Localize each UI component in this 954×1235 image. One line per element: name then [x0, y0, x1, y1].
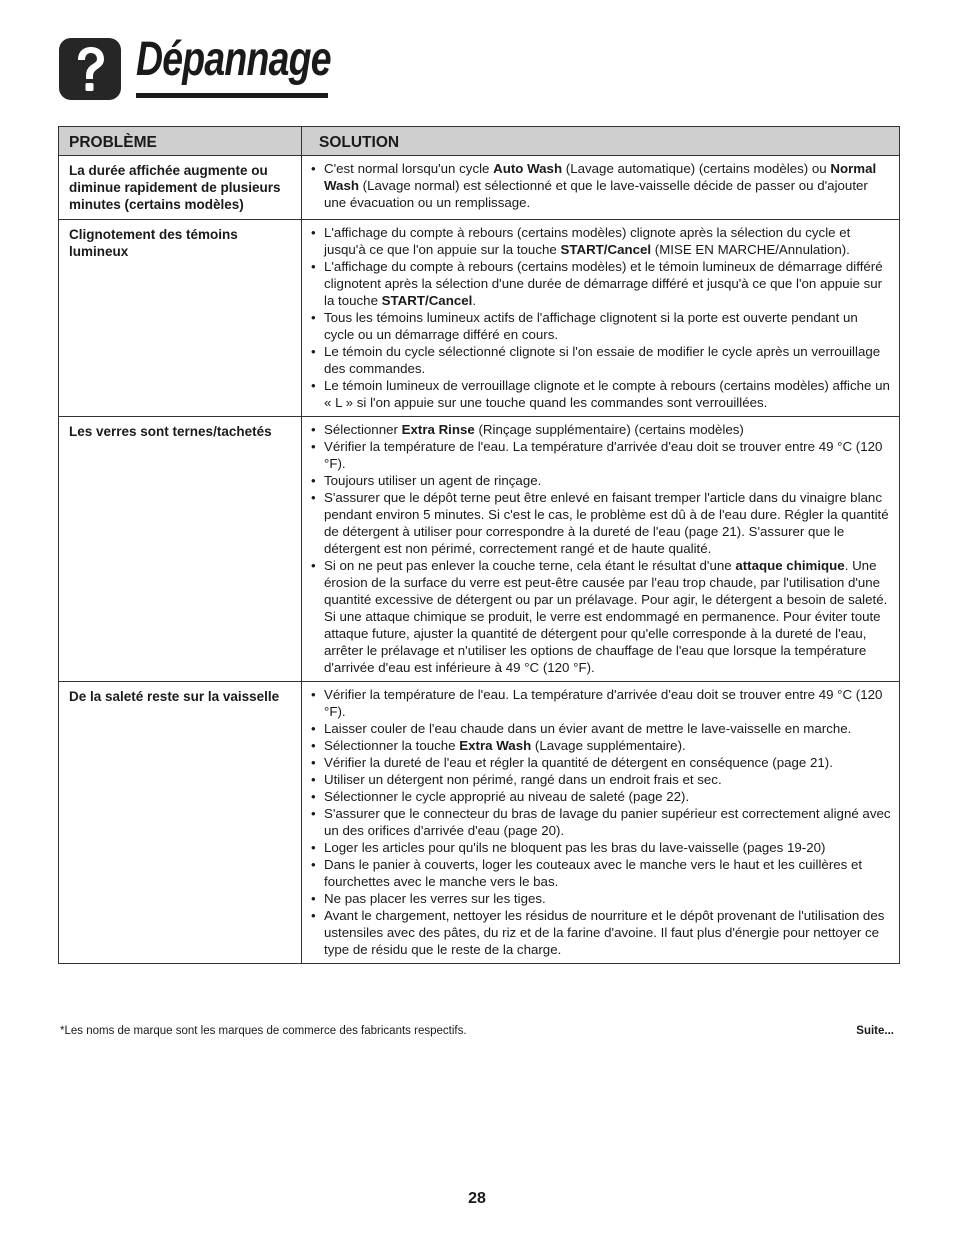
solution-text: Toujours utiliser un agent de rinçage.	[324, 473, 542, 488]
solution-item	[308, 907, 891, 958]
table-row	[59, 156, 900, 220]
solution-text: Vérifier la dureté de l'eau et régler la quantité de détergent en conséquence (page 21).	[324, 755, 833, 770]
solution-item	[308, 343, 891, 377]
solution-text: Avant le chargement, nettoyer les résidus de nourriture et le dépôt provenant de l'utilisation des ustensiles avec des pâtes, du riz et de la farine d'avoine. Il faut plus d'énergie pour nettoyer ce type de résidu que le reste de la charge.	[324, 908, 885, 957]
solution-text: L'affichage du compte à rebours (certains modèles) et le témoin lumineux de démarrage différé clignotent après la sélection d'une durée de démarrage différé et jusqu'à ce que l'on appuie sur la touche	[324, 259, 883, 308]
page-title: Dépannage	[136, 33, 331, 86]
solution-item	[308, 489, 891, 557]
solution-text: Vérifier la température de l'eau. La température d'arrivée d'eau doit se trouver entre 49 °C (120 °F).	[324, 687, 883, 719]
solution-text: (Lavage normal) est sélectionné et que le lave-vaisselle décide de passer ou d'ajouter une évacuation ou un remplissage.	[324, 178, 868, 210]
solution-list	[308, 224, 891, 411]
solution-emphasis: Extra Wash	[459, 738, 532, 753]
table-row	[59, 682, 900, 964]
solution-item	[308, 856, 891, 890]
solution-cell	[302, 682, 900, 964]
problem-cell: De la saleté reste sur la vaisselle	[59, 682, 302, 964]
table-header-row	[59, 127, 900, 156]
solution-text: L'affichage du compte à rebours (certains modèles) clignote après la sélection du cycle et jusqu'à ce que l'on appuie sur la touche	[324, 225, 851, 257]
solution-cell	[302, 220, 900, 417]
solution-emphasis: Auto Wash	[493, 161, 563, 176]
troubleshooting-table	[58, 126, 900, 964]
solution-text: Dans le panier à couverts, loger les couteaux avec le manche vers le haut et les cuillères et fourchettes avec le manche vers le bas.	[324, 857, 863, 889]
solution-item	[308, 720, 891, 737]
solution-cell	[302, 156, 900, 220]
problem-cell: La durée affichée augmente ou diminue rapidement de plusieurs minutes (certains modèles)	[59, 156, 302, 220]
solution-emphasis: Extra Rinse	[401, 422, 475, 437]
solution-text: Le témoin lumineux de verrouillage clignote et le compte à rebours (certains modèles) affiche un « L » si l'on appuie sur une touche quand les commandes sont verrouillées.	[324, 378, 890, 410]
problem-cell: Les verres sont ternes/tachetés	[59, 417, 302, 682]
solution-cell	[302, 417, 900, 682]
solution-emphasis: Normal Wash	[324, 161, 877, 193]
solution-item	[308, 771, 891, 788]
solution-item	[308, 788, 891, 805]
column-header-problem: PROBLÈME	[59, 127, 302, 156]
solution-text: Utiliser un détergent non périmé, rangé dans un endroit frais et sec.	[324, 772, 722, 787]
solution-item	[308, 438, 891, 472]
solution-list	[308, 686, 891, 958]
solution-item	[308, 377, 891, 411]
solution-text: Vérifier la température de l'eau. La température d'arrivée d'eau doit se trouver entre 49 °C (120 °F).	[324, 439, 883, 471]
table-body	[59, 156, 900, 964]
solution-emphasis: START/Cancel	[381, 293, 473, 308]
solution-item	[308, 421, 891, 438]
table-row	[59, 417, 900, 682]
solution-text: S'assurer que le connecteur du bras de lavage du panier supérieur est correctement aligné avec un des orifices d'arrivée d'eau (page 20).	[324, 806, 891, 838]
solution-item	[308, 805, 891, 839]
continued-label: Suite...	[856, 1025, 894, 1037]
solution-item	[308, 754, 891, 771]
solution-text: . Une érosion de la surface du verre est peut-être causée par l'eau trop chaude, par l'utilisation d'une quantité excessive de détergent ou par un prélavage. Pour agir, le détergent a besoin de saleté. Si une attaque chimique se produit, le verre est endommagé en permanence. Pour éviter toute attaque future, ajuster la quantité de détergent pour qu'elle corresponde à la dureté de l'eau, arrêter le prélavage et n'utiliser les options de chauffage de l'eau que lorsque la température d'arrivée d'eau est inférieure à 49 °C (120 °F).	[324, 558, 888, 675]
solution-item	[308, 686, 891, 720]
solution-text: Sélectionner le cycle approprié au niveau de saleté (page 22).	[324, 789, 690, 804]
solution-text: Sélectionner	[324, 422, 402, 437]
solution-item	[308, 557, 891, 676]
solution-text: Sélectionner la touche	[324, 738, 460, 753]
footnote: *Les noms de marque sont les marques de commerce des fabricants respectifs.	[60, 1025, 467, 1037]
solution-list	[308, 421, 891, 676]
solution-text: Laisser couler de l'eau chaude dans un évier avant de mettre le lave-vaisselle en marche.	[324, 721, 852, 736]
solution-text: Tous les témoins lumineux actifs de l'affichage clignotent si la porte est ouverte pendant un cycle ou un démarrage différé en cours.	[324, 310, 858, 342]
solution-item	[308, 890, 891, 907]
solution-item	[308, 472, 891, 489]
solution-text: (MISE EN MARCHE/Annulation).	[651, 242, 850, 257]
solution-text: (Rinçage supplémentaire) (certains modèles)	[474, 422, 744, 437]
problem-cell: Clignotement des témoins lumineux	[59, 220, 302, 417]
solution-text: Loger les articles pour qu'ils ne bloquent pas les bras du lave-vaisselle (pages 19-20)	[324, 840, 826, 855]
title-underline	[136, 93, 328, 98]
solution-text: S'assurer que le dépôt terne peut être enlevé en faisant tremper l'article dans du vinaigre blanc pendant environ 5 minutes. Si c'est le cas, le problème est dû à de l'eau dure. Régler la quantité de détergent à utiliser pour correspondre à la dureté de l'eau (page 21). S'assurer que le détergent est non périmé, correctement rangé et de haute qualité.	[324, 490, 889, 556]
solution-text: C'est normal lorsqu'un cycle	[324, 161, 494, 176]
page-number: 28	[468, 1190, 486, 1207]
solution-item	[308, 160, 891, 211]
solution-text: Le témoin du cycle sélectionné clignote si l'on essaie de modifier le cycle après un verrouillage des commandes.	[324, 344, 881, 376]
solution-item	[308, 839, 891, 856]
solution-item	[308, 737, 891, 754]
column-header-solution: SOLUTION	[302, 127, 900, 156]
solution-text: (Lavage automatique) (certains modèles) ou	[562, 161, 831, 176]
solution-text: Ne pas placer les verres sur les tiges.	[324, 891, 546, 906]
table-row	[59, 220, 900, 417]
question-mark-icon	[59, 38, 121, 100]
solution-emphasis: START/Cancel	[560, 242, 652, 257]
solution-emphasis: attaque chimique	[735, 558, 845, 573]
solution-list	[308, 160, 891, 211]
solution-text: Si on ne peut pas enlever la couche terne, cela étant le résultat d'une	[324, 558, 736, 573]
solution-text: .	[472, 293, 477, 308]
solution-item	[308, 309, 891, 343]
solution-text: (Lavage supplémentaire).	[531, 738, 686, 753]
solution-item	[308, 258, 891, 309]
solution-item	[308, 224, 891, 258]
